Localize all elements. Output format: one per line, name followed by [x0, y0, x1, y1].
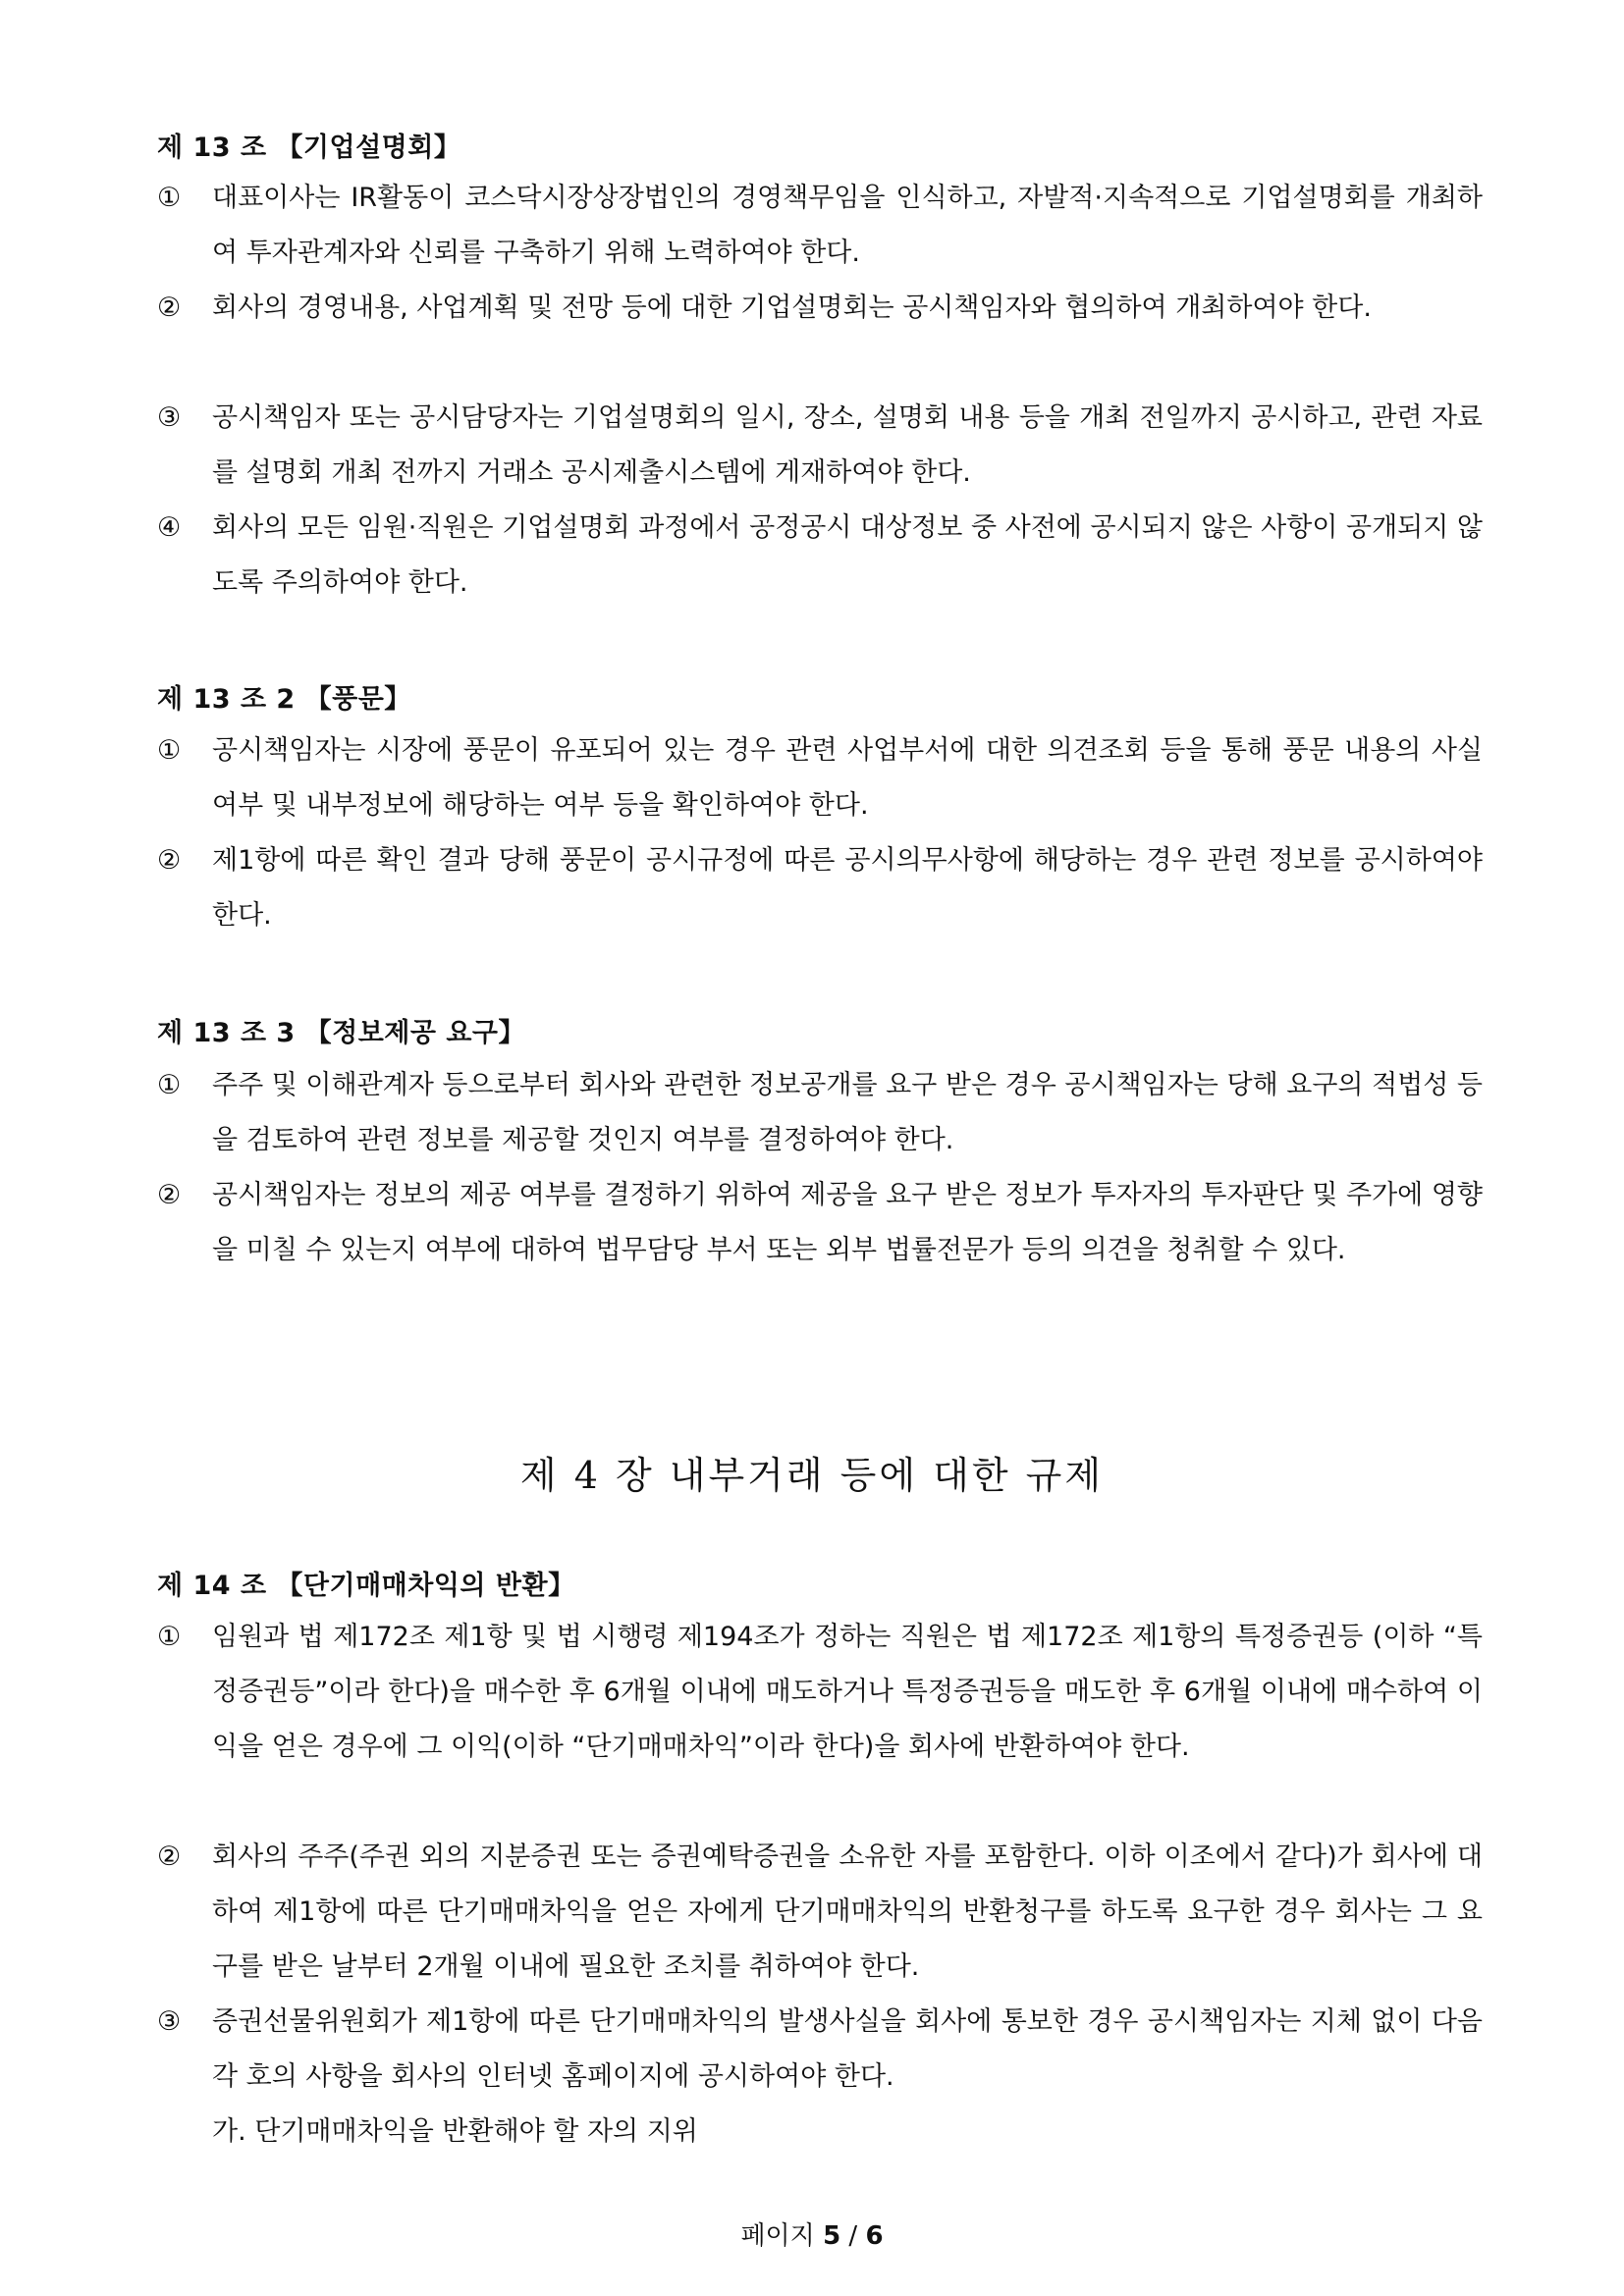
para-number: ③ [157, 2006, 182, 2037]
para-number: ① [157, 183, 182, 213]
para-text: 임원과 법 제172조 제1항 및 법 시행령 제194조가 정하는 직원은 법 제172조 제1항의 특정증권등 (이하 “특정증권등”이라 한다)을 매수한 후 6개월 이내에 매도하거나 특정증권등을 매도한 후 6개월 이내에 매수하여 이익을 얻은 경우에 그 이익(이하 “단기매매차익”이라 한다)을 회사에 반환하여야 한다. [212, 1622, 1483, 1762]
article-13-para-4 [157, 501, 1483, 611]
article-13-2-title: 제 13 조 2 【풍문】 [157, 684, 411, 715]
para-number: ① [157, 1070, 182, 1100]
footer-separator: / [848, 2221, 858, 2251]
article-13-para-1 [157, 171, 1483, 281]
article-13-para-2 [157, 281, 1483, 336]
article-13-para-3 [157, 391, 1483, 501]
para-text: 대표이사는 IR활동이 코스닥시장상장법인의 경영책무임을 인식하고, 자발적·지속적으로 기업설명회를 개최하여 투자관계자와 신뢰를 구축하기 위해 노력하여야 한다. [212, 183, 1483, 268]
para-number: ② [157, 293, 182, 323]
para-number: ① [157, 735, 182, 766]
chapter-4-title: 제 4 장 내부거래 등에 대한 규제 [519, 1454, 1105, 1497]
para-number: ② [157, 1180, 182, 1210]
footer-label: 페이지 [740, 2221, 815, 2251]
article-13-3-title: 제 13 조 3 【정보제공 요구】 [157, 1018, 526, 1048]
article-13-title: 제 13 조 【기업설명회】 [157, 133, 461, 163]
para-text: 주주 및 이해관계자 등으로부터 회사와 관련한 정보공개를 요구 받은 경우 공시책임자는 당해 요구의 적법성 등을 검토하여 관련 정보를 제공할 것인지 여부를 결정하여야 한다. [212, 1070, 1483, 1155]
para-number: ④ [157, 512, 182, 543]
page-footer [0, 2216, 1624, 2252]
article-14-para-3 [157, 1995, 1483, 2105]
para-text: 회사의 모든 임원·직원은 기업설명회 과정에서 공정공시 대상정보 중 사전에 공시되지 않은 사항이 공개되지 않도록 주의하여야 한다. [212, 512, 1483, 598]
article-14-subitem-ga: 가. 단기매매차익을 반환해야 할 자의 지위 [212, 2116, 698, 2147]
footer-current-page: 5 [823, 2221, 841, 2251]
para-text: 공시책임자 또는 공시담당자는 기업설명회의 일시, 장소, 설명회 내용 등을 개최 전일까지 공시하고, 관련 자료를 설명회 개최 전까지 거래소 공시제출시스템에 게재하여야 한다. [212, 402, 1483, 488]
article-14-title: 제 14 조 【단기매매차익의 반환】 [157, 1571, 575, 1601]
article-13-3-para-2 [157, 1168, 1483, 1278]
article-14-para-2 [157, 1830, 1483, 1995]
para-text: 증권선물위원회가 제1항에 따른 단기매매차익의 발생사실을 회사에 통보한 경우 공시책임자는 지체 없이 다음 각 호의 사항을 회사의 인터넷 홈페이지에 공시하여야 한다. [212, 2006, 1483, 2092]
article-13-2-para-1 [157, 723, 1483, 833]
para-text: 공시책임자는 정보의 제공 여부를 결정하기 위하여 제공을 요구 받은 정보가 투자자의 투자판단 및 주가에 영향을 미칠 수 있는지 여부에 대하여 법무담당 부서 또는 외부 법률전문가 등의 의견을 청취할 수 있다. [212, 1180, 1483, 1265]
para-text: 제1항에 따른 확인 결과 당해 풍문이 공시규정에 따른 공시의무사항에 해당하는 경우 관련 정보를 공시하여야 한다. [212, 845, 1483, 931]
para-text: 공시책임자는 시장에 풍문이 유포되어 있는 경우 관련 사업부서에 대한 의견조회 등을 통해 풍문 내용의 사실 여부 및 내부정보에 해당하는 여부 등을 확인하여야 한다. [212, 735, 1483, 821]
article-13-3-para-1 [157, 1058, 1483, 1168]
footer-total-pages: 6 [865, 2221, 884, 2251]
para-text: 회사의 경영내용, 사업계획 및 전망 등에 대한 기업설명회는 공시책임자와 협의하여 개최하여야 한다. [212, 293, 1372, 323]
para-text: 회사의 주주(주권 외의 지분증권 또는 증권예탁증권을 소유한 자를 포함한다. 이하 이조에서 같다)가 회사에 대하여 제1항에 따른 단기매매차익을 얻은 자에게 단기매매차익의 반환청구를 하도록 요구한 경우 회사는 그 요구를 받은 날부터 2개월 이내에 필요한 조치를 취하여야 한다. [212, 1842, 1483, 1982]
para-number: ③ [157, 402, 182, 433]
para-number: ② [157, 1842, 182, 1872]
article-14-para-1 [157, 1610, 1483, 1775]
article-13-2-para-2 [157, 833, 1483, 943]
para-number: ① [157, 1622, 182, 1652]
para-number: ② [157, 845, 182, 876]
